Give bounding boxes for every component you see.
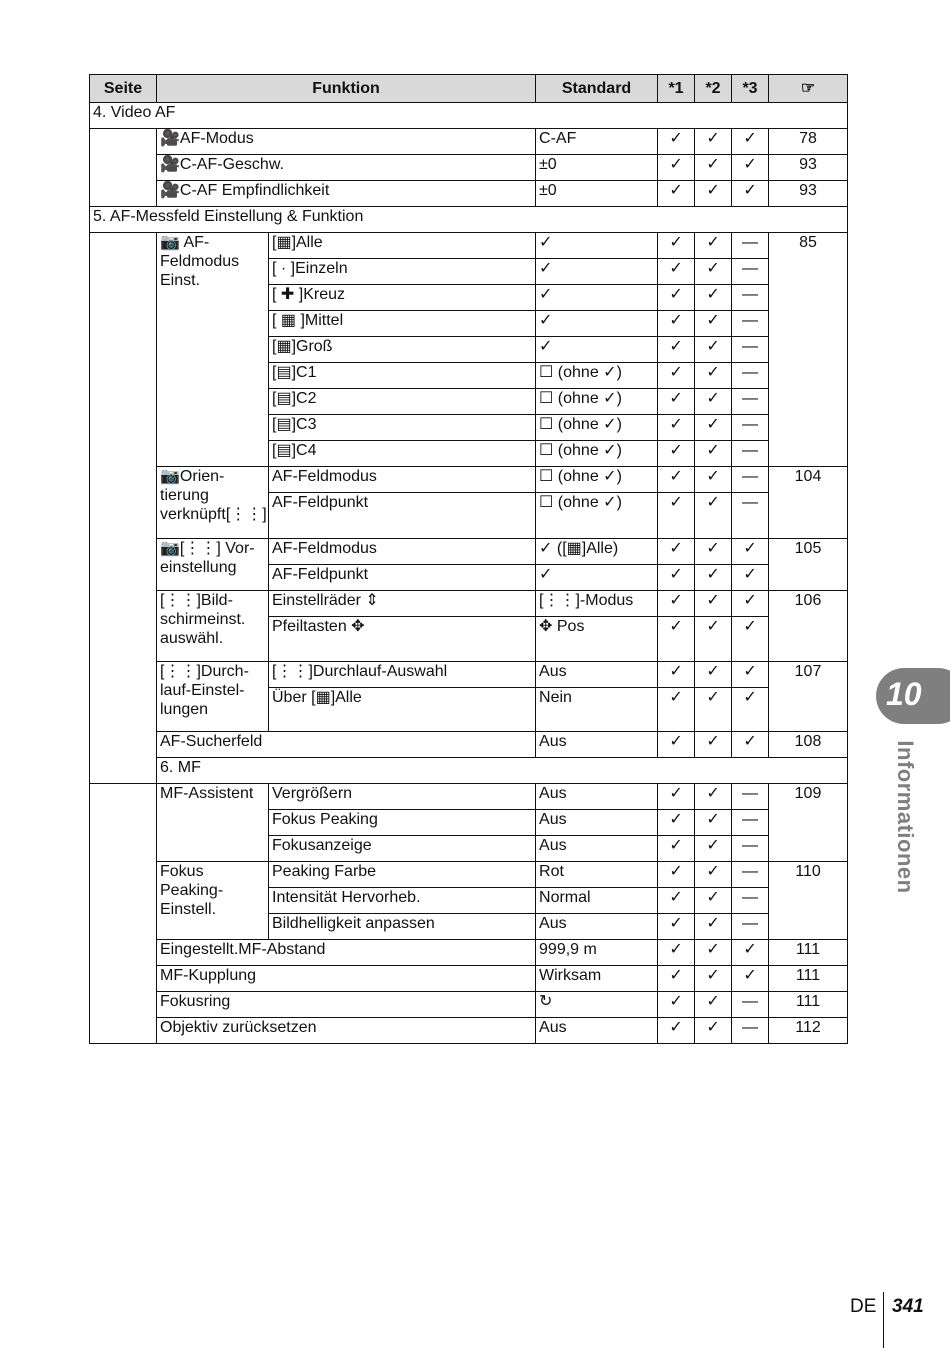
table-row: 📷 AF-Feldmodus Einst. [▦]Alle ✓ ✓ ✓ — 85 bbox=[90, 233, 848, 259]
table-row: 📷[⋮⋮] Vor- einstellung AF-Feldmodus ✓ ([▦]Alle) ✓ ✓ ✓ 105 bbox=[90, 539, 848, 565]
table-row: 🎥AF-Modus C-AF ✓ ✓ ✓ 78 bbox=[90, 129, 848, 155]
movie-camera-icon: 🎥 bbox=[160, 156, 180, 173]
chapter-tab bbox=[876, 668, 950, 724]
table-row: AF-Sucherfeld Aus ✓ ✓ ✓ 108 bbox=[90, 732, 848, 758]
table-row: [⋮⋮]Durch- lauf-Einstel- lungen [⋮⋮]Durchlauf-Auswahl Aus ✓ ✓ ✓ 107 bbox=[90, 662, 848, 688]
movie-camera-icon: 🎥 bbox=[160, 182, 180, 199]
table-row: [⋮⋮]Bild- schirmeinst. auswähl. Einstellräder ⇕ [⋮⋮]-Modus ✓ ✓ ✓ 106 bbox=[90, 591, 848, 617]
footer-divider bbox=[883, 1292, 884, 1348]
table-row: 🎥C-AF-Geschw. ±0 ✓ ✓ ✓ 93 bbox=[90, 155, 848, 181]
col-s3: *3 bbox=[732, 75, 769, 103]
camera-icon: 📷 bbox=[160, 540, 180, 557]
col-seite: Seite bbox=[90, 75, 157, 103]
chapter-number: 10 bbox=[886, 676, 922, 712]
col-s1: *1 bbox=[658, 75, 695, 103]
camera-icon: 📷 bbox=[160, 468, 180, 485]
table-row: Eingestellt.MF-Abstand 999,9 m ✓ ✓ ✓ 111 bbox=[90, 940, 848, 966]
table-row: 📷Orien- tierung verknüpft[⋮⋮] AF-Feldmodus ☐ (ohne ✓) ✓ ✓ — 104 bbox=[90, 467, 848, 493]
header-row bbox=[90, 75, 848, 103]
table-row: MF-Assistent Vergrößern Aus ✓ ✓ — 109 bbox=[90, 784, 848, 810]
section-mf: 6. MF bbox=[157, 758, 848, 784]
col-funktion: Funktion bbox=[157, 75, 536, 103]
page-number: 341 bbox=[892, 1296, 924, 1317]
col-s2: *2 bbox=[695, 75, 732, 103]
col-ref: ☞ bbox=[769, 75, 848, 103]
language-label: DE bbox=[850, 1296, 877, 1317]
table-row: Fokusring ↻ ✓ ✓ — 111 bbox=[90, 992, 848, 1018]
table-row: Objektiv zurücksetzen Aus ✓ ✓ — 112 bbox=[90, 1018, 848, 1044]
chapter-title: Informationen bbox=[893, 740, 918, 894]
settings-table: Seite Funktion Standard *1 *2 *3 ☞ 4. Video AF 🎥AF-Modus C-AF ✓ ✓ ✓ 78 🎥C-AF-Geschw. ±0 ✓ ✓ ✓ 93 🎥C-AF Empfindlichkeit ±0 ✓ ✓ ✓ 93 5. AF-Messfeld Einstellung & Funktion 📷 AF-Feldmodus Einst. [▦]Alle ✓ ✓ ✓ — 85 [ · ]Einzeln ✓ ✓ ✓ — [ ✚ ]Kreuz ✓ ✓ ✓ — [ ▦ ]Mittel ✓ ✓ ✓ — [▦]Groß ✓ ✓ ✓ — [▤]C1 ☐ (ohne ✓) ✓ ✓ — [▤]C2 ☐ (ohne ✓) ✓ ✓ — [▤]C3 ☐ (ohne ✓) ✓ ✓ — [▤]C4 ☐ (ohne ✓) ✓ ✓ — 📷Orien- tierung verknüpft[⋮⋮] AF-Feldmodus ☐ (ohne ✓) ✓ ✓ — 104 AF-Feldpunkt ☐ (ohne ✓) ✓ ✓ — 📷[⋮⋮] Vor- einstellung AF-Feldmodus ✓ ([▦]Alle) ✓ ✓ ✓ 105 AF-Feldpunkt ✓ ✓ ✓ ✓ [⋮⋮]Bild- schirmeinst. auswähl. Einstellräder ⇕ [⋮⋮]-Modus ✓ ✓ ✓ 106 Pfeiltasten ✥ ✥ Pos ✓ ✓ ✓ [⋮⋮]Durch- lauf-Einstel- lungen [⋮⋮]Durchlauf-Auswahl Aus ✓ ✓ ✓ 107 Über [▦]Alle Nein ✓ ✓ ✓ AF-Sucherfeld Aus ✓ ✓ ✓ 108 6. MF MF-Assistent Vergrößern Aus ✓ ✓ — 109 Fokus Peaking Aus ✓ ✓ — Fokusanzeige Aus ✓ ✓ — Fokus Peaking- Einstell. Peaking Farbe Rot ✓ ✓ — 110 Intensität Hervorheb. Normal ✓ ✓ — Bildhelligkeit anpassen Aus ✓ ✓ — Eingestellt.MF-Abstand 999,9 m ✓ ✓ ✓ 111 MF-Kupplung Wirksam ✓ ✓ ✓ 111 Fokusring ↻ ✓ ✓ — 111 Objektiv zurücksetzen Aus ✓ ✓ — 112 bbox=[89, 74, 848, 1044]
section-af-messfeld: 5. AF-Messfeld Einstellung & Funktion bbox=[90, 207, 848, 233]
section-video-af: 4. Video AF bbox=[90, 103, 848, 129]
col-standard: Standard bbox=[536, 75, 658, 103]
movie-camera-icon: 🎥 bbox=[160, 130, 180, 147]
camera-icon: 📷 bbox=[160, 234, 180, 251]
table-row: Fokus Peaking- Einstell. Peaking Farbe Rot ✓ ✓ — 110 bbox=[90, 862, 848, 888]
table-row: 🎥C-AF Empfindlichkeit ±0 ✓ ✓ ✓ 93 bbox=[90, 181, 848, 207]
table-row: MF-Kupplung Wirksam ✓ ✓ ✓ 111 bbox=[90, 966, 848, 992]
